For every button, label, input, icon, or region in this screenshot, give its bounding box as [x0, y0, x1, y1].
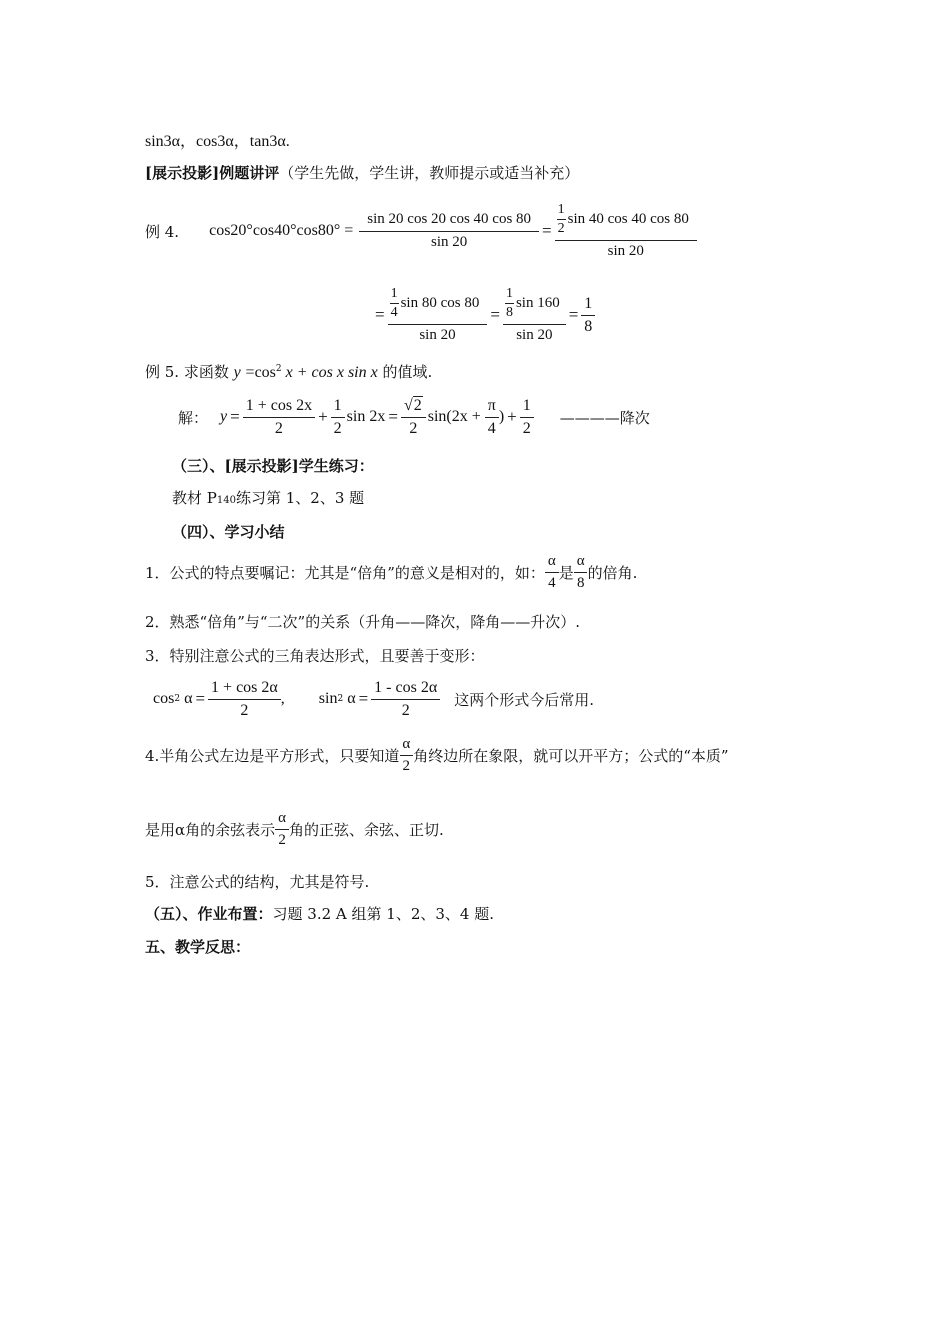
fraction-4 [503, 286, 566, 344]
alpha-over-4 [545, 553, 559, 592]
alpha-4-num: α [547, 552, 556, 569]
eighth-num: 1 [505, 286, 514, 304]
fn-y: y [233, 364, 241, 381]
item-4-text-a: 4.半角公式左边是平方形式，只要知道 [145, 746, 400, 765]
term-3-coef [401, 397, 426, 438]
half-num: 1 [557, 202, 566, 220]
cos-lhs: cos [153, 690, 175, 707]
section-5-text: 习题 3.2 A 组第 1、2、3、4 题. [272, 905, 494, 923]
equals: = [568, 305, 579, 324]
alpha-2b-den: 2 [275, 829, 289, 849]
cos-sup: 2 [174, 694, 181, 704]
alpha-over-2 [399, 736, 413, 775]
equals: = [375, 305, 385, 324]
item-3: 3．特别注意公式的三角表达形式，且要善于变形： [145, 647, 485, 665]
formula-note: 这两个形式今后常用. [454, 690, 594, 709]
item-1-text-a: 1．公式的特点要嘱记：尤其是“倍角”的意义是相对的，如： [145, 563, 545, 582]
pi-num: π [485, 397, 499, 418]
fraction-1 [359, 211, 539, 251]
formula-comma: , [280, 690, 285, 707]
fraction-3 [388, 286, 488, 344]
alpha-2-num: α [402, 735, 411, 752]
section-6-heading: 五、教学反思： [145, 938, 251, 956]
section-3-sub: 140 [216, 495, 236, 506]
eighth [505, 286, 514, 321]
example-4-line-1 [145, 196, 697, 266]
fn-rest: x + cos x sin x [281, 364, 378, 381]
example-5-solution [178, 390, 650, 444]
fraction-4-num [503, 286, 566, 325]
item-4-text-b: 角终边所在象限，就可以开平方；公式的“本质” [413, 746, 729, 765]
fraction-3-num [388, 286, 488, 325]
term-4-num: 1 [520, 397, 534, 418]
section-3-text-b: 练习第 1、2、3 题 [235, 489, 365, 507]
section-4-heading: （四）、学习小结 [172, 523, 285, 541]
fraction-2-num [555, 202, 697, 241]
section-5-heading: （五）、作业布置： [145, 905, 273, 923]
equals: = [542, 221, 552, 240]
quarter-den: 4 [390, 305, 398, 320]
equals: = [490, 305, 500, 324]
display-header-rest: （学生先做，学生讲，教师提示或适当补充） [279, 164, 580, 182]
sin-fraction [371, 679, 440, 720]
section-5 [145, 903, 494, 924]
alpha-2-den: 2 [400, 755, 414, 775]
term-4-den: 2 [522, 419, 531, 437]
solution-note: ————降次 [559, 408, 650, 427]
quarter [390, 286, 399, 321]
sqrt-radicand: 2 [413, 396, 422, 414]
fraction-4-den: sin 20 [516, 327, 553, 343]
term-3-den: 2 [409, 419, 418, 437]
close-paren: ) [498, 408, 505, 425]
cos-fraction [208, 679, 281, 720]
example-5-label: 例 5. 求函数 [145, 363, 229, 381]
alpha-2b-num: α [278, 809, 286, 826]
item-2: 2．熟悉“倍角”与“二次”的关系（升角——降次，降角——升次）. [145, 613, 580, 631]
cos-var: α [184, 690, 193, 707]
fraction-3-tail: sin 80 cos 80 [400, 295, 480, 311]
sol-y: y [220, 408, 228, 425]
display-header [145, 162, 579, 183]
fraction-2 [555, 202, 697, 260]
plus-2: + [507, 407, 517, 426]
fraction-2-den: sin 20 [607, 243, 644, 259]
section-3-text [172, 487, 364, 508]
cos-eq: = [195, 689, 206, 708]
alpha-over-2-b [275, 810, 289, 849]
alpha-8-den: 8 [574, 572, 588, 592]
item-1 [145, 552, 637, 592]
item-5: 5．注意公式的结构，尤其是符号. [145, 873, 370, 891]
example-4-label: 例 4. [145, 222, 180, 241]
half [557, 202, 566, 237]
item-4 [145, 734, 729, 776]
fraction-1-den: sin 20 [431, 234, 468, 250]
term-1 [243, 397, 315, 438]
term-1-num: 1 + cos 2x [243, 397, 315, 418]
alpha-8-num: α [576, 552, 585, 569]
intro-line: sin3α，cos3α，tan3α. [145, 133, 290, 150]
example-4-lhs: cos20°cos40°cos80° = [209, 222, 354, 239]
fraction-1-num: sin 20 cos 20 cos 40 cos 80 [359, 211, 539, 232]
square-formulas [153, 676, 594, 722]
item-1-mid: 是 [558, 563, 574, 582]
term-1-den: 2 [274, 419, 283, 437]
pi-den: 4 [487, 419, 496, 437]
fn-sup: 2 [275, 364, 282, 374]
sin-num: 1 - cos 2α [371, 679, 440, 700]
eighth-den: 8 [505, 305, 513, 320]
solution-label: 解： [178, 408, 209, 427]
term-2-tail: sin 2x [346, 408, 386, 425]
quarter-num: 1 [390, 286, 399, 304]
fn-cos: cos [254, 364, 276, 381]
cos-den: 2 [240, 701, 249, 719]
fraction-2-tail: sin 40 cos 40 cos 80 [567, 211, 689, 227]
alpha-4-den: 4 [545, 572, 559, 592]
item-1-text-b: 的倍角. [587, 563, 638, 582]
section-3-heading: （三）、[展示投影]学生练习： [172, 457, 374, 475]
sol-eq-2: = [388, 407, 398, 426]
sin-sup: 2 [337, 694, 344, 704]
item-4b-text-a: 是用α角的余弦表示 [145, 820, 276, 839]
sin-eq: = [358, 689, 369, 708]
term-4 [520, 397, 534, 438]
sol-eq: = [230, 407, 240, 426]
pi-over-4 [485, 397, 499, 438]
section-3-text-a: 教材 P [172, 489, 217, 507]
term-2-den: 2 [333, 419, 342, 437]
term-2-coef [331, 397, 345, 438]
half-den: 2 [557, 221, 565, 236]
example-5-suffix: 的值域. [382, 363, 433, 381]
fraction-4-tail: sin 160 [515, 295, 560, 311]
example-5 [145, 361, 432, 382]
sin-lhs: sin [318, 690, 338, 707]
plus: + [318, 407, 328, 426]
cos-num: 1 + cos 2α [208, 679, 281, 700]
sin-den: 2 [401, 701, 410, 719]
fn-eq: = [245, 364, 255, 381]
sin-var: α [347, 690, 356, 707]
term-3-mid: sin(2x + [427, 408, 481, 425]
term-2-num: 1 [331, 397, 345, 418]
alpha-over-8 [574, 553, 588, 592]
item-4-continued [145, 808, 444, 850]
display-header-bold: [展示投影]例题讲评 [145, 164, 280, 182]
example-4-line-2 [372, 280, 595, 350]
result-num: 1 [581, 295, 595, 316]
result-fraction [581, 295, 595, 336]
term-3-num: √2 [401, 397, 426, 418]
item-4b-text-b: 角的正弦、余弦、正切. [289, 820, 444, 839]
fraction-3-den: sin 20 [419, 327, 456, 343]
result-den: 8 [584, 317, 593, 335]
